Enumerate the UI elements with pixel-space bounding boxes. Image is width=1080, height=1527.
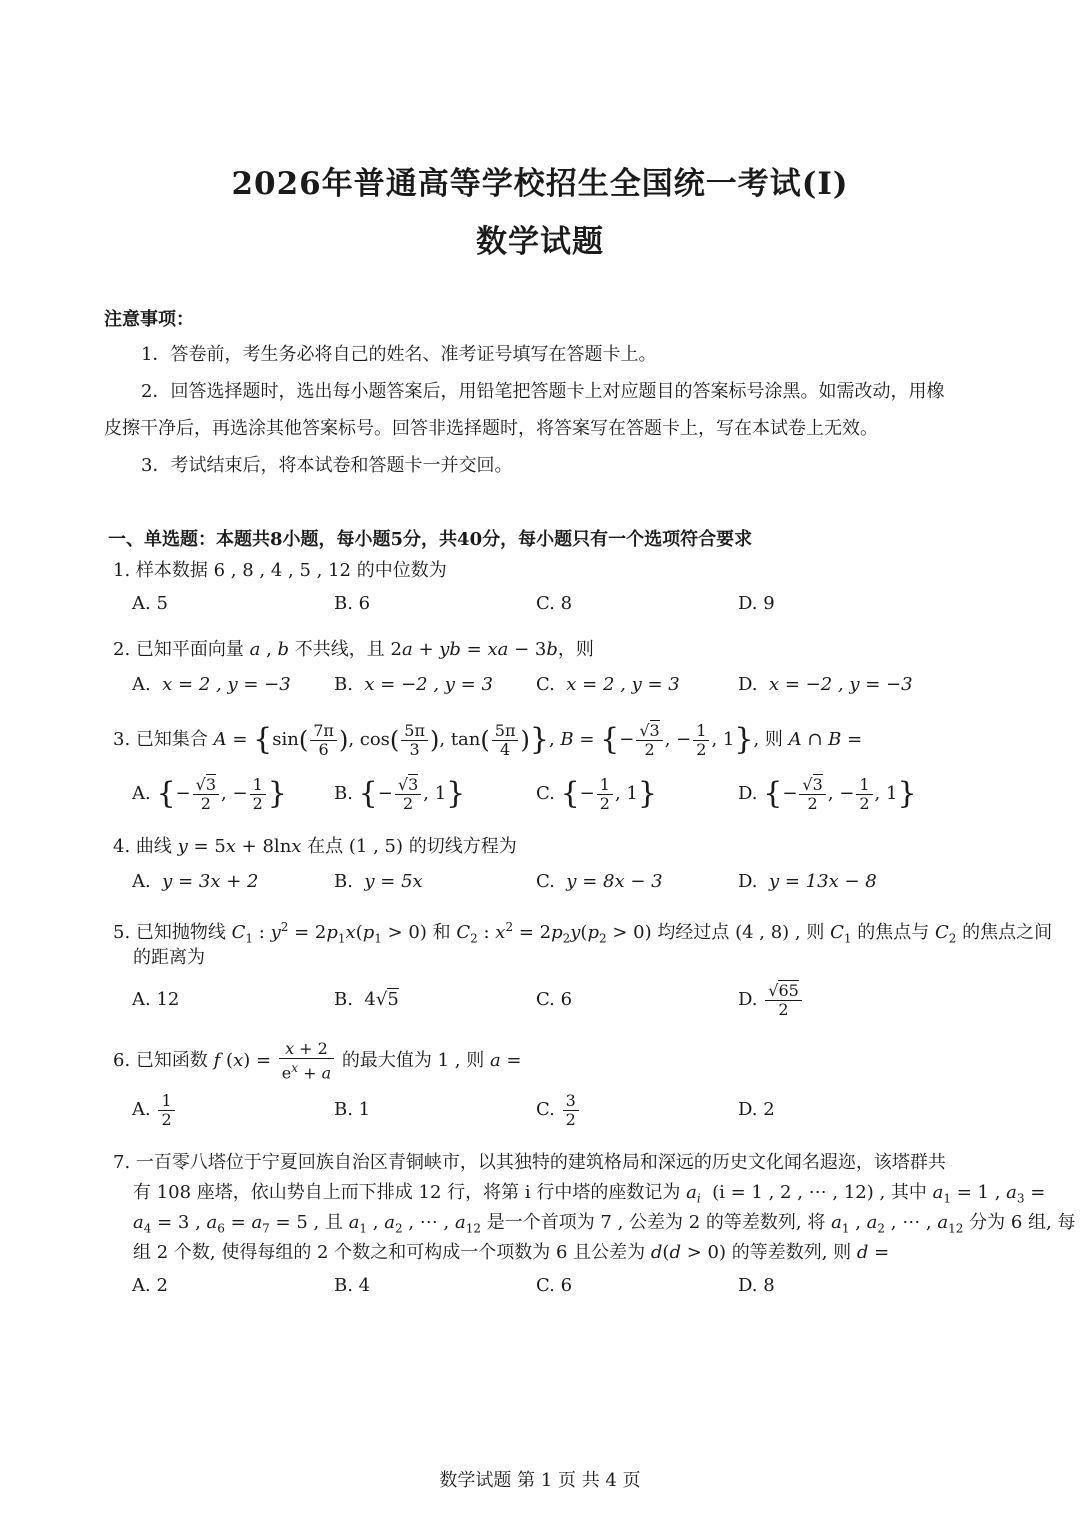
question-5-option-d: D. $\frac{√65}{2}$ <box>738 980 804 1020</box>
question-4-option-b: B. y = 5x <box>334 871 423 892</box>
question-5-stem-line-2: 的距离为 <box>133 947 205 968</box>
question-2-option-c: C. x = 2 , y = 3 <box>536 674 680 695</box>
question-4-options <box>132 867 992 897</box>
question-1-options <box>132 589 992 619</box>
question-7-line-1: 7. 一百零八塔位于宁夏回族自治区青铜峡市，以其独特的建筑格局和深远的历史文化闻名遐迩，该塔群共 <box>113 1152 946 1173</box>
question-2-option-b: B. x = −2 , y = 3 <box>334 674 493 695</box>
question-7-options <box>132 1271 992 1301</box>
question-3-option-b: B. {− $\frac{√3}{2}$ , 1} <box>334 774 466 813</box>
question-1-option-a: A. 5 <box>132 593 168 614</box>
question-2-option-d: D. x = −2 , y = −3 <box>738 674 913 695</box>
notice-item-3: 3．考试结束后，将本试卷和答题卡一并交回。 <box>141 455 513 476</box>
question-5-stem-line-1: 5. 已知抛物线 $C_1$ : $y^2 = 2p_1x(p_1 > 0)$ 和 $C_2$ : $x^2 = 2p_2y(p_2 > 0)$ 均经过点 (4 , 8) , 则 $C_1$ 的焦点与 $C_2$ 的焦点之间 <box>113 920 1053 946</box>
question-7-option-d: D. 8 <box>738 1275 775 1296</box>
question-1-option-c: C. 8 <box>536 593 573 614</box>
question-6-option-d: D. 2 <box>738 1099 775 1120</box>
question-4-option-c: C. y = 8x − 3 <box>536 871 663 892</box>
notice-heading: 注意事项： <box>104 309 194 330</box>
question-5-options <box>132 980 992 1020</box>
question-6-option-a: A. $\frac{1}{2}$ <box>132 1090 177 1130</box>
question-6-option-b: B. 1 <box>334 1099 371 1120</box>
question-1-option-b: B. 6 <box>334 593 371 614</box>
notice-item-2-line-1: 2．回答选择题时，选出每小题答案后，用铅笔把答题卡上对应题目的答案标号涂黑。如需改动，用橡 <box>141 381 945 402</box>
question-3-option-c: C. {− $\frac{1}{2}$ , 1} <box>536 774 657 813</box>
question-2-option-a: A. x = 2 , y = −3 <box>132 674 291 695</box>
question-3-option-a: A. {− $\frac{√3}{2}$ , − $\frac{1}{2}$ } <box>132 774 287 813</box>
question-6-options <box>132 1090 992 1130</box>
question-6-stem: 6. 已知函数 f (x) = $\frac{x + 2}{e^x + a}$ 的最大值为 1 , 则 a = <box>113 1039 522 1083</box>
question-4-option-d: D. y = 13x − 8 <box>738 871 877 892</box>
question-2-stem: 2. 已知平面向量 a , b 不共线，且 2a + yb = xa − 3b，则 <box>113 639 594 660</box>
question-3-stem: 3. 已知集合 A = {sin( $\frac{7\pi}{6}$ ), cos( $\frac{5\pi}{3}$ ), tan( $\frac{5\pi}{4}$ )}, B = {− $\frac{√3}{2}$ , − $\frac{1}{2}$ , 1}, 则 A ∩ B = <box>113 720 863 759</box>
question-4-option-a: A. y = 3x + 2 <box>132 871 259 892</box>
exam-subtitle: 数学试题 <box>476 224 604 260</box>
section-1-heading: 一、单选题：本题共8小题，每小题5分，共40分，每小题只有一个选项符合要求 <box>108 529 753 550</box>
exam-title: 2026年普通高等学校招生全国统一考试(I) <box>231 166 849 202</box>
question-7-option-a: A. 2 <box>132 1275 168 1296</box>
notice-item-2-line-2: 皮擦干净后，再选涂其他答案标号。回答非选择题时，将答案写在答题卡上，写在本试卷上无效。 <box>104 418 878 439</box>
question-3-option-d: D. {− $\frac{√3}{2}$ , − $\frac{1}{2}$ , 1} <box>738 774 917 813</box>
question-7-option-c: C. 6 <box>536 1275 573 1296</box>
question-3-options <box>132 773 992 815</box>
question-7-line-4: 组 2 个数, 使得每组的 2 个数之和可构成一个项数为 6 且公差为 d(d > 0) 的等差数列, 则 d = <box>133 1242 890 1263</box>
question-5-option-b: B. 4√5 <box>334 989 399 1010</box>
page-footer: 数学试题 第 1 页 共 4 页 <box>439 1470 641 1491</box>
question-4-stem: 4. 曲线 y = 5x + 8lnx 在点 (1 , 5) 的切线方程为 <box>113 836 517 857</box>
question-5-option-c: C. 6 <box>536 989 573 1010</box>
question-5-option-a: A. 12 <box>132 989 180 1010</box>
notice-item-1: 1．答卷前，考生务必将自己的姓名、准考证号填写在答题卡上。 <box>141 344 657 365</box>
question-7-line-2: 有 108 座塔，依山势自上而下排成 12 行，将第 i 行中塔的座数记为 $a_i$ (i = 1 , 2 , ⋯ , 12) , 其中 $a_1 = 1$ , $a_3$ = <box>133 1182 1046 1206</box>
question-7-line-3: $a_4 = 3$ , $a_6 = a_7 = 5$ , 且 $a_1$ , $a_2$ , ⋯ , $a_{12}$ 是一个首项为 7 , 公差为 2 的等差数列, 将 $a_1$ , $a_2$ , ⋯ , $a_{12}$ 分为 6 组, 每 <box>133 1212 1076 1236</box>
question-1-stem: 1. 样本数据 6 , 8 , 4 , 5 , 12 的中位数为 <box>113 560 447 581</box>
question-2-options <box>132 670 992 700</box>
question-6-option-c: C. $\frac{3}{2}$ <box>536 1090 581 1130</box>
question-7-option-b: B. 4 <box>334 1275 371 1296</box>
question-1-option-d: D. 9 <box>738 593 775 614</box>
